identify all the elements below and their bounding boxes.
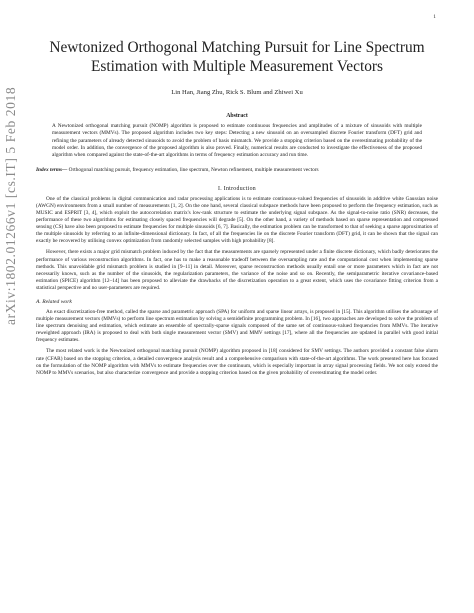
subsection-heading: A. Related work [36,299,72,305]
index-terms-text: Orthogonal matching pursuit, frequency estimation, line spectrum, Newton refinement, multiple measurement vectors [67,167,319,174]
section-heading: I. Introduction [218,185,256,192]
abstract-text: A Newtonized orthogonal matching pursuit (NOMP) algorithm is proposed to estimate continuous frequencies and amplitudes of a mixture of sinusoids with multiple measurement vectors (MMVs). The proposed algorithm includes two key steps: Detecting a new sinusoid on an oversampled discrete Fourier transform (DFT) grid and refining the parameters of already detected sinusoids to avoid the problem of basis mismatch. We provide a stopping criterion based on the overestimating probability of the model order. In addition, the convergence of the proposed algorithm is also proved. Finally, numerical results are conducted to investigate the effectiveness of the proposed algorithm when compared against the state-of-the-art algorithms in terms of frequency estimation accuracy and run time. [52,123,422,159]
related-work-paragraph-1: An exact discretization-free method, called the sparse and parametric approach (SPA) for uniform and sparse linear arrays, is proposed in [15]. This algorithm utilises the advantage of multiple measurement vectors (MMVs) to perform line spectrum estimation by solving a semidefinite programming problem. In [16], two approaches are developed to solve the problem of line spectrum denoising and estimation, which estimate an ensemble of spectrally-sparse signals composed of the same set of continuous-valued frequencies from MMVs. The iterative reweighted approach (IRA) is proposed to deal with both single measurement vector (SMV) and MMV settings [17], where all the frequencies are updated in parallel with good initial frequency estimates. [36,309,438,344]
paper-content [36,38,438,377]
paper-title: Newtonized Orthogonal Matching Pursuit for Line Spectrum Estimation with Multiple Measurement Vectors [49,39,425,75]
index-terms [36,167,438,174]
index-terms-label: Index terms— [36,167,68,174]
arxiv-stamp: arXiv:1802.01266v1 [cs.IT] 5 Feb 2018 [3,86,18,325]
intro-paragraph-2: However, there exists a major grid mismatch problem induced by the fact that the measurements are sparsely represented under a finite discrete dictionary, which badly deteriorates the performance of various reconstruction algorithms. In fact, one has to make a reasonable tradeoff between the oversampling rate and the computational cost when implementing sparse methods. This unavoidable grid mismatch problem is studied in [9–11] in detail. Moreover, sparse reconstruction methods usually entail one or more parameters which in fact are not necessarily known, such as the number of the sinusoids, the regularization parameters, the variance of the noise and so on. Recently, the semiparametric iterative covariance-based estimation (SPICE) algorithm [12–14] has been proposed to alleviate the drawbacks of the discretization operation to a great extent, which uses the covariance fitting criterion from a statistical perspective and no user-parameters are required. [36,249,438,291]
related-work-paragraph-2: The most related work is the Newtonized orthogonal matching pursuit (NOMP) algorithm proposed in [18] considered for SMV settings. The authors provided a constant false alarm rate (CFAR) based on the stopping criterion, a detailed convergence analysis result and a comprehensive comparison with state-of-the-art algorithms. The work presented here has focused on the formulation of the NOMP algorithm with MMVs to estimate frequencies over the continuum, which is especially important in array signal processing fields. We not only extend the NOMP to MMVs scenarios, but also characterize convergence and provide a stopping criterion based on the given probability of overestimating the model order. [36,348,438,376]
intro-paragraph-1: One of the classical problems in digital communication and radar processing applications is to estimate continuous-valued frequencies of sinusoids in additive white Gaussian noise (AWGN) environments from a small number of measurements [1, 2]. On the one hand, several classical subspace methods have been proposed to perform the frequency estimation, such as MUSIC and ESPRIT [3, 4], which exploit the autocorrelation matrix's low-rank structure to estimate the underlying signal subspace. As the signal-to-noise ratio (SNR) decreases, the performance of these two algorithms for estimating closely spaced frequencies will degrade [5]. On the other hand, a variety of methods based on sparse representation and compressed sensing (CS) have also been proposed to estimate frequencies for multiple sinusoids [6, 7]. Basically, the estimation problem can be transformed to that of seeking a sparse approximation of the multiple sinusoids by referring to an infinite-dimensional dictionary. In fact, of all the frequencies lie on the discrete Fourier transform (DFT) grid, it can be shown that the signal can exactly be recovered by utilising convex optimization from randomly selected samples with high probability [8]. [36,195,438,245]
author-list: Lin Han, Jiang Zhu, Rick S. Blum and Zhiwei Xu [171,89,303,96]
abstract-heading: Abstract [226,113,248,119]
page-number: 1 [433,14,436,20]
